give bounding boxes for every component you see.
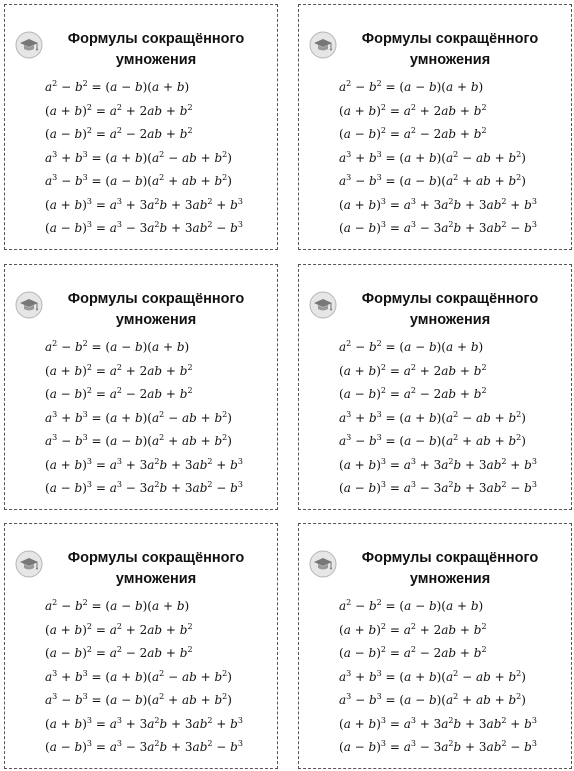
formula-difference-of-cubes: $a^3 - b^3 = (a - b)(a^2$ + ab + $b^2$)	[45, 173, 232, 188]
formula-square-of-sum: $(a + b)^2 = a^2 + 2ab + b^2$	[339, 621, 487, 637]
formula-difference-of-cubes: $a^3 - b^3 = (a - b)(a^2$ + ab + $b^2$)	[45, 692, 232, 707]
formula-list	[339, 76, 567, 241]
formula-difference-of-squares: $a^2 - b^2 = (a - b)(a + b)$	[339, 339, 484, 354]
card-title-line-1: Формулы сокращённого	[361, 291, 539, 307]
formula-square-of-sum: $(a + b)^2 = a^2 + 2ab + b^2$	[45, 621, 193, 637]
formula-difference-of-squares: $a^2 - b^2 = (a - b)(a + b)$	[339, 79, 484, 94]
formula-sum-of-cubes: $a^3 + b^3 = (a + b)(a^2$ − ab + $b^2$)	[339, 149, 526, 165]
formula-cube-of-difference: $(a - b)^3 = a^3 - 3a^2b + 3ab^2 - b^3$	[45, 480, 243, 495]
card-title	[333, 29, 567, 71]
formula-cube-of-sum: $(a + b)^3 = a^3 + 3a^2b + 3ab^2 + b^3$	[339, 196, 537, 212]
card-title	[39, 289, 273, 331]
formula-cube-of-difference: $(a - b)^3 = a^3 - 3a^2b + 3ab^2 - b^3$	[339, 739, 537, 754]
formula-square-of-sum: $(a + b)^2 = a^2 + 2ab + b^2$	[339, 362, 487, 378]
formula-list	[45, 595, 273, 760]
formula-cube-of-difference: $(a - b)^3 = a^3 - 3a^2b + 3ab^2 - b^3$	[45, 739, 243, 754]
formula-square-of-difference: $(a - b)^2 = a^2 - 2ab + b^2$	[45, 645, 193, 660]
formula-sum-of-cubes: $a^3 + b^3 = (a + b)(a^2$ − ab + $b^2$)	[45, 409, 232, 425]
formula-difference-of-squares: $a^2 - b^2 = (a - b)(a + b)$	[339, 598, 484, 613]
formula-card	[4, 4, 278, 250]
card-title	[39, 548, 273, 590]
card-title-line-2: умножения	[115, 312, 197, 328]
card-title-line-2: умножения	[409, 312, 491, 328]
card-header	[299, 29, 571, 77]
formula-square-of-difference: $(a - b)^2 = a^2 - 2ab + b^2$	[339, 126, 487, 141]
formula-cube-of-difference: $(a - b)^3 = a^3 - 3a^2b + 3ab^2 - b^3$	[45, 220, 243, 235]
formula-cube-of-sum: $(a + b)^3 = a^3 + 3a^2b + 3ab^2 + b^3$	[45, 196, 243, 212]
formula-list	[45, 76, 273, 241]
formula-difference-of-squares: $a^2 - b^2 = (a - b)(a + b)$	[45, 598, 190, 613]
formula-difference-of-cubes: $a^3 - b^3 = (a - b)(a^2$ + ab + $b^2$)	[339, 433, 526, 448]
card-title	[333, 289, 567, 331]
card-header	[5, 29, 277, 77]
formula-square-of-sum: $(a + b)^2 = a^2 + 2ab + b^2$	[45, 362, 193, 378]
formula-difference-of-squares: $a^2 - b^2 = (a - b)(a + b)$	[45, 79, 190, 94]
formula-cube-of-sum: $(a + b)^3 = a^3 + 3a^2b + 3ab^2 + b^3$	[45, 456, 243, 472]
card-title-line-1: Формулы сокращённого	[361, 31, 539, 47]
formula-list	[339, 336, 567, 501]
formula-list	[339, 595, 567, 760]
formula-card	[298, 523, 572, 769]
formula-sum-of-cubes: $a^3 + b^3 = (a + b)(a^2$ − ab + $b^2$)	[339, 409, 526, 425]
formula-cube-of-sum: $(a + b)^3 = a^3 + 3a^2b + 3ab^2 + b^3$	[45, 715, 243, 731]
formula-difference-of-cubes: $a^3 - b^3 = (a - b)(a^2$ + ab + $b^2$)	[45, 433, 232, 448]
card-header	[5, 548, 277, 596]
card-header	[299, 289, 571, 337]
formula-square-of-difference: $(a - b)^2 = a^2 - 2ab + b^2$	[339, 386, 487, 401]
formula-card	[4, 523, 278, 769]
card-header	[299, 548, 571, 596]
formula-cube-of-sum: $(a + b)^3 = a^3 + 3a^2b + 3ab^2 + b^3$	[339, 715, 537, 731]
formula-cube-of-difference: $(a - b)^3 = a^3 - 3a^2b + 3ab^2 - b^3$	[339, 480, 537, 495]
card-header	[5, 289, 277, 337]
card-title-line-1: Формулы сокращённого	[67, 31, 245, 47]
card-title-line-1: Формулы сокращённого	[67, 291, 245, 307]
formula-sum-of-cubes: $a^3 + b^3 = (a + b)(a^2$ − ab + $b^2$)	[45, 149, 232, 165]
card-title-line-2: умножения	[409, 571, 491, 587]
formula-cube-of-sum: $(a + b)^3 = a^3 + 3a^2b + 3ab^2 + b^3$	[339, 456, 537, 472]
formula-square-of-difference: $(a - b)^2 = a^2 - 2ab + b^2$	[339, 645, 487, 660]
formula-difference-of-cubes: $a^3 - b^3 = (a - b)(a^2$ + ab + $b^2$)	[339, 692, 526, 707]
formula-square-of-sum: $(a + b)^2 = a^2 + 2ab + b^2$	[339, 102, 487, 118]
formula-sum-of-cubes: $a^3 + b^3 = (a + b)(a^2$ − ab + $b^2$)	[339, 668, 526, 684]
formula-square-of-sum: $(a + b)^2 = a^2 + 2ab + b^2$	[45, 102, 193, 118]
formula-card	[298, 4, 572, 250]
card-title-line-2: умножения	[115, 571, 197, 587]
formula-card	[298, 264, 572, 510]
card-title-line-1: Формулы сокращённого	[67, 550, 245, 566]
formula-difference-of-squares: $a^2 - b^2 = (a - b)(a + b)$	[45, 339, 190, 354]
formula-square-of-difference: $(a - b)^2 = a^2 - 2ab + b^2$	[45, 386, 193, 401]
formula-cube-of-difference: $(a - b)^3 = a^3 - 3a^2b + 3ab^2 - b^3$	[339, 220, 537, 235]
formula-card	[4, 264, 278, 510]
card-title-line-2: умножения	[409, 52, 491, 68]
card-title-line-2: умножения	[115, 52, 197, 68]
card-title	[39, 29, 273, 71]
formula-sum-of-cubes: $a^3 + b^3 = (a + b)(a^2$ − ab + $b^2$)	[45, 668, 232, 684]
card-title	[333, 548, 567, 590]
formula-list	[45, 336, 273, 501]
formula-square-of-difference: $(a - b)^2 = a^2 - 2ab + b^2$	[45, 126, 193, 141]
card-title-line-1: Формулы сокращённого	[361, 550, 539, 566]
formula-difference-of-cubes: $a^3 - b^3 = (a - b)(a^2$ + ab + $b^2$)	[339, 173, 526, 188]
